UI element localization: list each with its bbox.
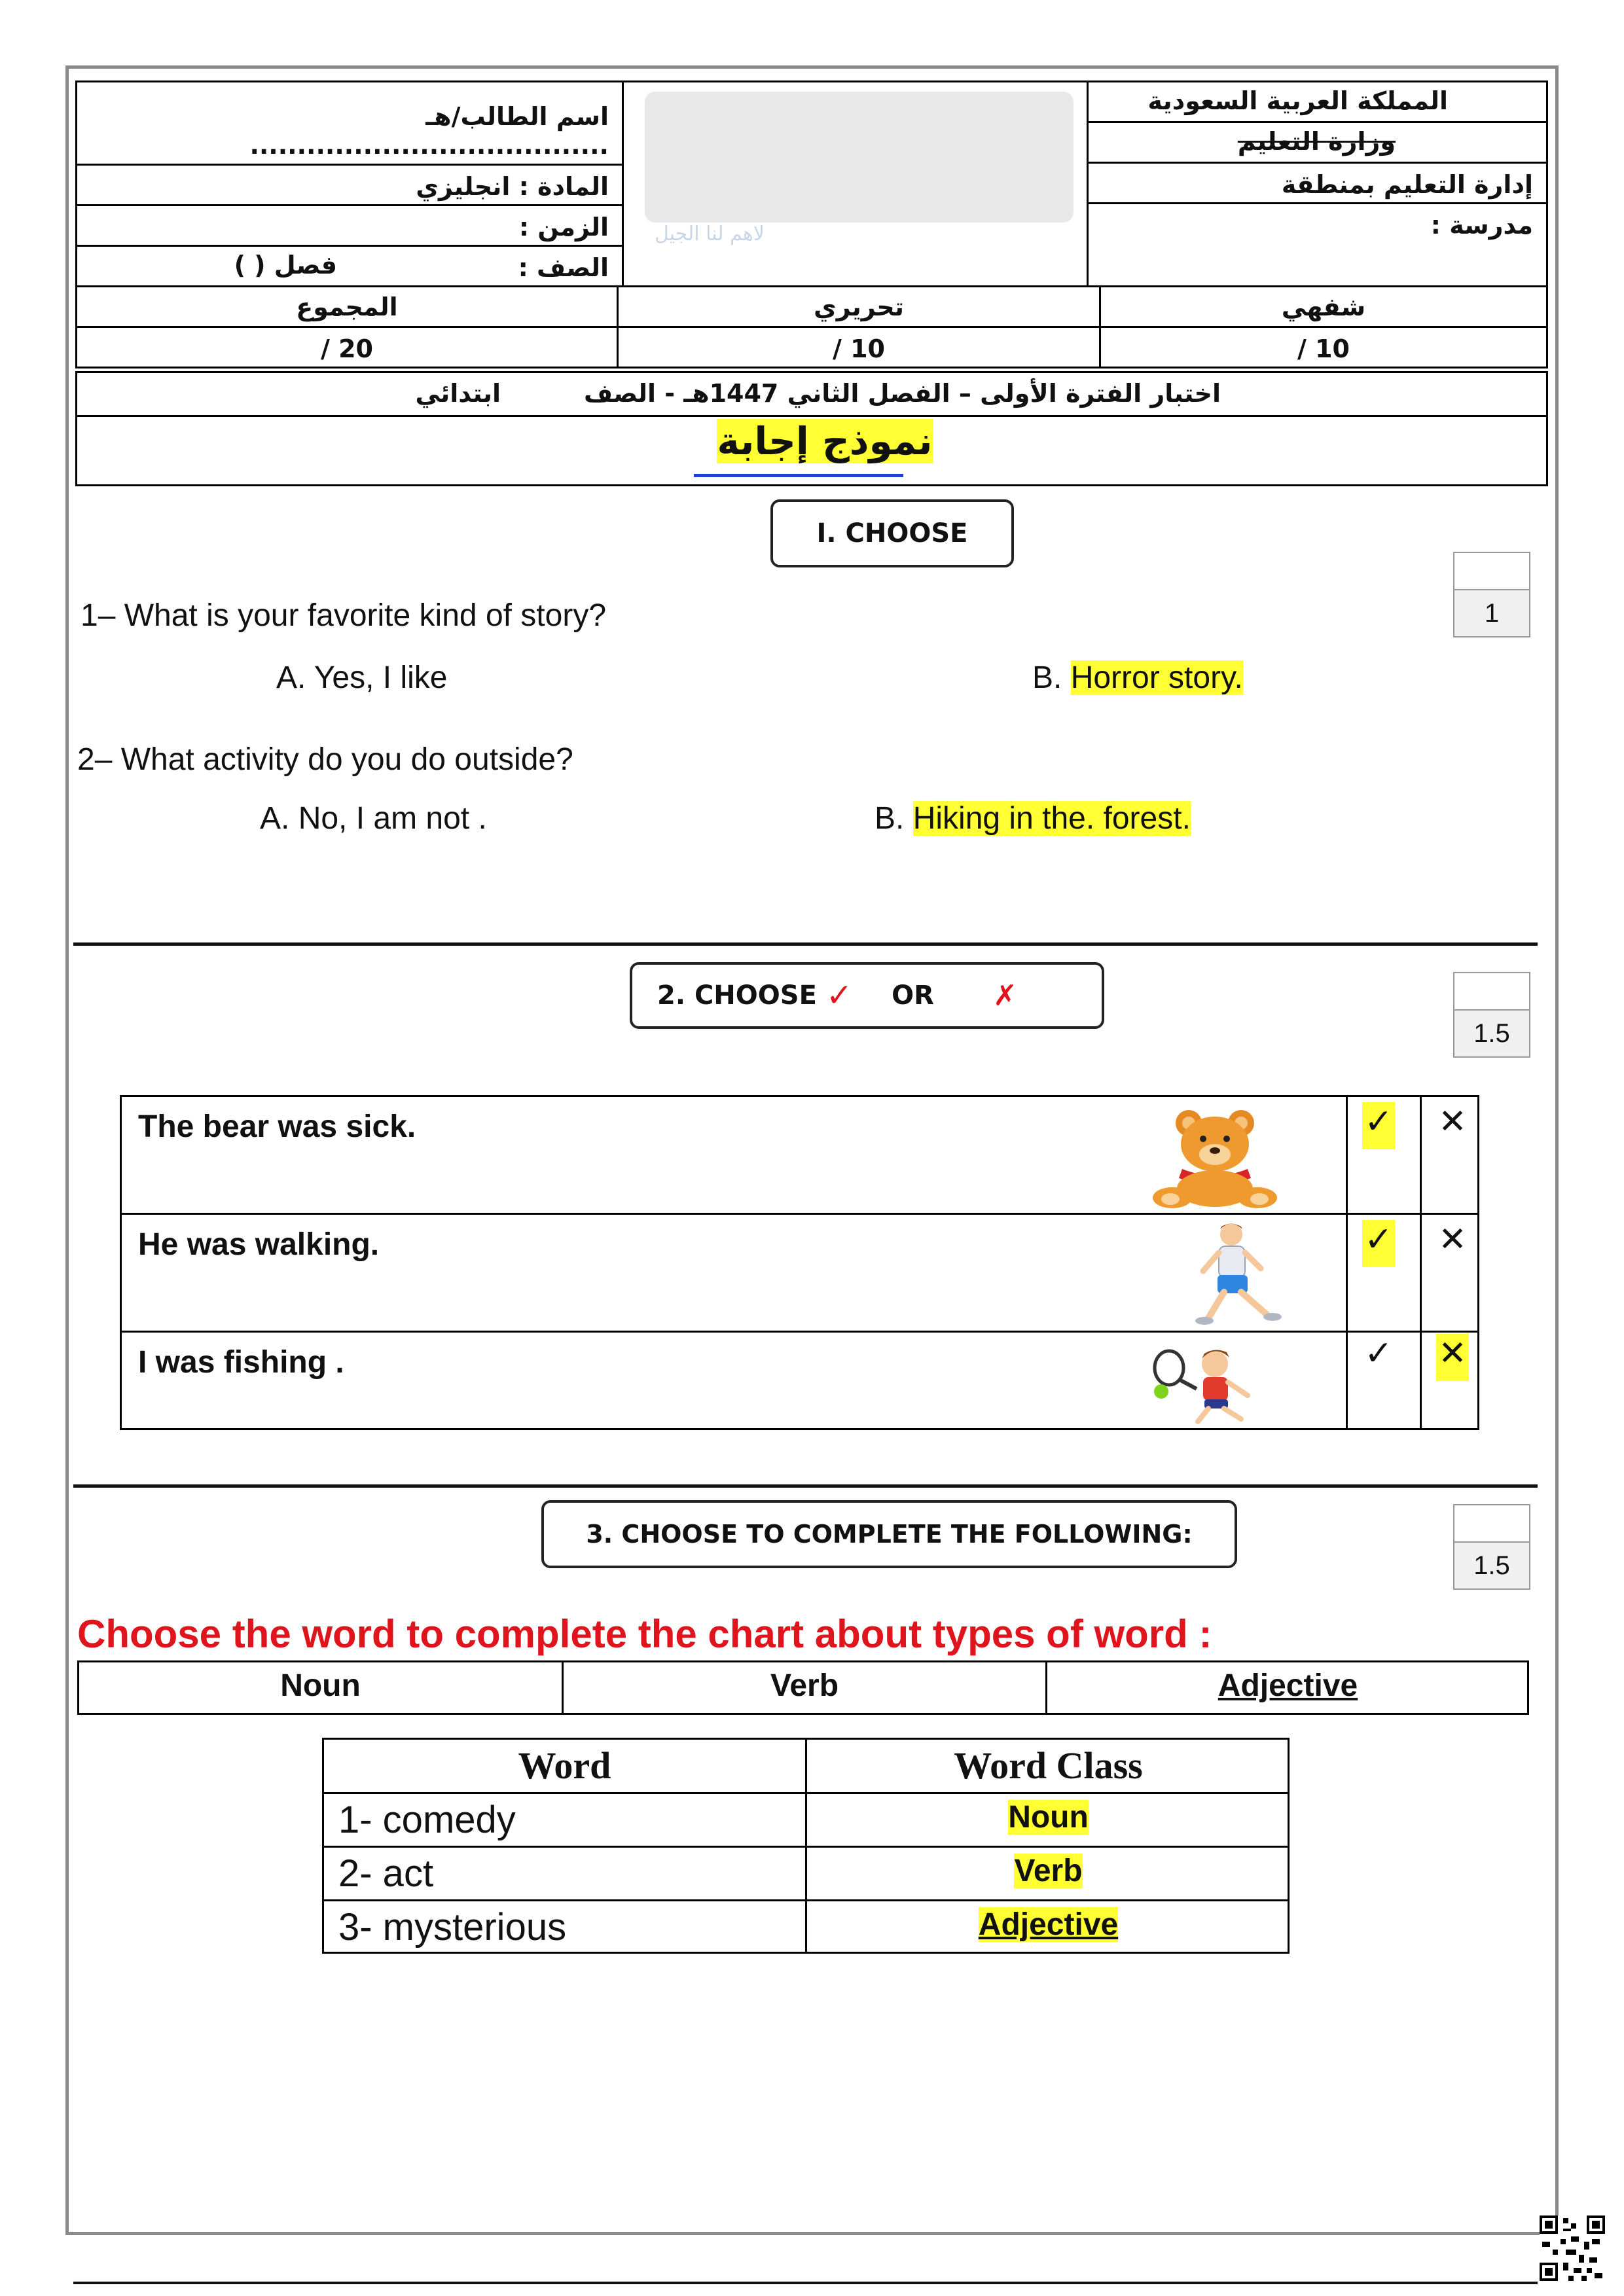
logo-faint-text: ﻻﻫﻢ ﻟﻨﺎ ﺍﻟﺠﻴﻞ	[655, 223, 765, 245]
true-false-table	[120, 1095, 1479, 1430]
word-class-answer: Noun	[1008, 1800, 1089, 1835]
word-bank-item: Noun	[280, 1668, 361, 1703]
subject-label: المادة : انجليزي	[75, 164, 624, 206]
tf-sentence: I was fishing .	[138, 1345, 344, 1380]
section3-score-box	[1453, 1504, 1530, 1590]
model-answer-underline	[694, 474, 903, 477]
section1-heading	[770, 499, 1014, 567]
option-b-answer: Hiking in the. forest.	[912, 801, 1191, 836]
tf-row	[122, 1097, 1477, 1215]
word-class-cell	[807, 1799, 1290, 1845]
student-name-field: اسم الطالب/هـ ......................................	[75, 81, 624, 166]
check-icon: ✓	[825, 977, 853, 1014]
word-class-table	[322, 1738, 1290, 1954]
tf-cross-mark: ✕	[1438, 1102, 1467, 1141]
tf-row	[122, 1333, 1477, 1432]
tennis-boy-image	[1143, 1340, 1287, 1426]
grade-label: الصف :	[75, 245, 624, 287]
model-answer-text: نموذج إجابة	[717, 419, 933, 463]
directorate-label: إدارة التعليم بمنطقة	[1087, 162, 1548, 204]
footer-line	[73, 2282, 1538, 2284]
word-class-cell	[807, 1907, 1290, 1952]
word-class-cell	[807, 1853, 1290, 1899]
country-name: المملكة العربية السعودية	[1087, 81, 1548, 123]
total-label: المجموع	[75, 285, 619, 328]
word-cell: 1- comedy	[338, 1799, 516, 1841]
section-divider-2	[73, 1484, 1538, 1488]
question-1-option-a: A. Yes, I like	[276, 660, 448, 695]
section2-score-box	[1453, 972, 1530, 1058]
school-label: مدرسة :	[1087, 202, 1548, 287]
section2-heading	[630, 962, 1104, 1029]
word-class-row	[324, 1901, 1288, 1954]
section3-heading	[541, 1500, 1237, 1568]
question-1: 1– What is your favorite kind of story?	[81, 598, 607, 633]
word-cell: 3- mysterious	[338, 1906, 567, 1948]
word-class-answer: Adjective	[978, 1907, 1119, 1942]
exam-level: ابتدائي	[415, 379, 501, 408]
section-divider-1	[73, 942, 1538, 946]
word-class-row	[324, 1848, 1288, 1901]
tf-cross-mark: ✕	[1436, 1334, 1469, 1381]
school-logo	[645, 92, 1074, 223]
walking-boy-image	[1163, 1220, 1307, 1328]
word-cell: 2- act	[338, 1852, 434, 1895]
tf-check-mark: ✓	[1362, 1102, 1395, 1149]
section1-score-box	[1453, 552, 1530, 637]
tf-sentence: The bear was sick.	[138, 1109, 416, 1144]
word-class-row	[324, 1794, 1288, 1848]
word-header: Word	[518, 1744, 611, 1787]
exam-title: اختبار الفترة الأولى – الفصل الثاني 1447هـ - الصف	[584, 379, 1221, 408]
word-bank	[77, 1660, 1529, 1715]
written-label: تحريري	[617, 285, 1101, 328]
option-b-prefix: B.	[875, 801, 905, 836]
word-class-header: Word Class	[954, 1744, 1143, 1787]
section2-heading-text: 2. CHOOSE	[657, 980, 817, 1011]
word-bank-item: Adjective	[1218, 1668, 1358, 1703]
tf-check-mark: ✓	[1364, 1334, 1393, 1373]
class-label: فصل ( )	[234, 251, 337, 279]
section2-score-value: 1.5	[1454, 1011, 1529, 1056]
word-class-header-row	[324, 1740, 1288, 1794]
tf-sentence: He was walking.	[138, 1227, 380, 1262]
oral-label: شفهي	[1099, 285, 1548, 328]
or-label: OR	[892, 980, 934, 1011]
question-2: 2– What activity do you do outside?	[77, 742, 573, 777]
section1-score-blank	[1454, 553, 1529, 590]
word-bank-item: Verb	[770, 1668, 839, 1703]
tf-check-mark: ✓	[1362, 1220, 1395, 1267]
section1-score-value: 1	[1454, 590, 1529, 636]
section2-score-blank	[1454, 973, 1529, 1011]
question-2-option-b	[875, 800, 1464, 840]
section3-score-blank	[1454, 1505, 1529, 1543]
section3-heading-text: 3. CHOOSE TO COMPLETE THE FOLLOWING:	[586, 1520, 1193, 1549]
total-value: / 20	[75, 326, 619, 368]
option-b-prefix: B.	[1032, 660, 1062, 695]
tf-row	[122, 1215, 1477, 1333]
oral-value: / 10	[1099, 326, 1548, 368]
cross-icon: ✗	[992, 978, 1017, 1013]
question-1-option-b	[1032, 660, 1490, 699]
section3-instruction: Choose the word to complete the chart about types of word :	[77, 1612, 1212, 1656]
time-label: الزمن :	[75, 204, 624, 247]
section1-heading-text: I. CHOOSE	[816, 518, 968, 548]
question-2-option-a: A. No, I am not .	[260, 801, 487, 836]
teddy-bear-image	[1136, 1105, 1293, 1210]
word-class-answer: Verb	[1014, 1854, 1083, 1888]
model-answer-label	[687, 419, 962, 475]
written-value: / 10	[617, 326, 1101, 368]
qr-code-icon	[1540, 2215, 1605, 2281]
ministry-name: وزارة التعليم	[1087, 121, 1548, 164]
option-b-answer: Horror story.	[1070, 660, 1243, 695]
section3-score-value: 1.5	[1454, 1543, 1529, 1588]
tf-cross-mark: ✕	[1438, 1220, 1467, 1259]
